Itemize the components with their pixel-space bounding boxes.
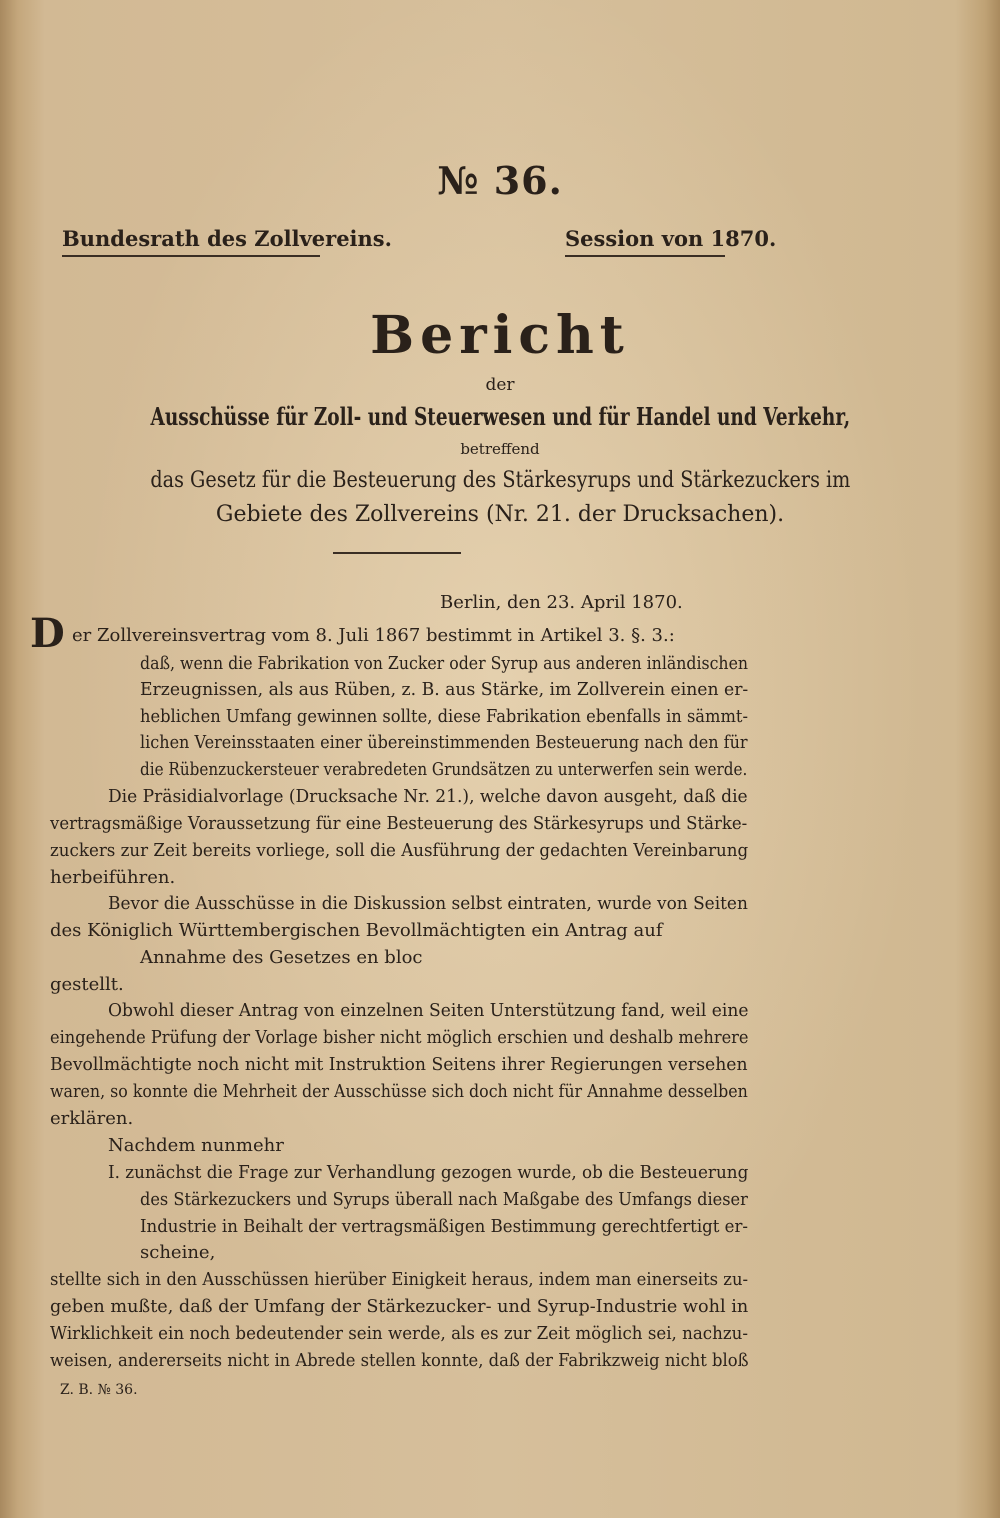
body-line: waren, so konnte die Mehrheit der Ausschüsse sich doch nicht für Annahme desselben [50,1081,748,1102]
body-line: weisen, andererseits nicht in Abrede stellen konnte, daß der Fabrikzweig nicht bloß [50,1350,749,1371]
body-line: heblichen Umfang gewinnen sollte, diese Fabrikation ebenfalls in sämmt- [140,706,748,727]
header-rule-left [62,255,320,257]
body-line: Industrie in Beihalt der vertragsmäßigen Bestimmung gerechtfertigt er- [140,1216,748,1237]
body-line: daß, wenn die Fabrikation von Zucker oder Syrup aus anderen inländischen [140,653,749,674]
header-session: Session von 1870. [565,226,777,251]
body-line: Bevor die Ausschüsse in die Diskussion selbst eintraten, wurde von Seiten [108,893,748,914]
report-title: Bericht [370,305,630,366]
document-number: № 36. [437,158,563,203]
body-line: lichen Vereinsstaaten einer übereinstimmenden Besteuerung nach den für [140,732,748,753]
header-publisher: Bundesrath des Zollvereins. [62,226,392,251]
body-line: des Stärkezuckers und Syrups überall nach Maßgabe des Umfangs dieser [140,1189,748,1210]
body-line: herbeiführen. [50,867,176,888]
title-der: der [485,375,515,395]
body-line: zuckers zur Zeit bereits vorliege, soll die Ausführung der gedachten Vereinbarung [50,840,749,861]
body-line: Obwohl dieser Antrag von einzelnen Seiten Unterstützung fand, weil eine [108,1000,749,1021]
body-line: Wirklichkeit ein noch bedeutender sein werde, als es zur Zeit möglich sei, nachzu- [50,1323,748,1344]
body-line: stellte sich in den Ausschüssen hierüber Einigkeit heraus, indem man einerseits zu- [50,1269,749,1290]
title-betreffend: betreffend [460,440,540,458]
dateline: Berlin, den 23. April 1870. [440,592,683,613]
body-line: des Königlich Württembergischen Bevollmächtigten ein Antrag auf [50,920,663,941]
footer-signature: Z. B. № 36. [60,1382,138,1398]
title-subject-line-2: Gebiete des Zollvereins (Nr. 21. der Drucksachen). [215,502,785,527]
title-divider [333,552,461,554]
body-line: gestellt. [50,974,124,995]
body-line: erklären. [50,1108,134,1129]
body-line: Bevollmächtigte noch nicht mit Instruktion Seitens ihrer Regierungen versehen [50,1054,748,1075]
body-line: vertragsmäßige Voraussetzung für eine Besteuerung des Stärkesyrups und Stärke- [50,813,748,834]
body-line: er Zollvereinsvertrag vom 8. Juli 1867 bestimmt in Artikel 3. §. 3.: [72,625,675,646]
body-line: geben mußte, daß der Umfang der Stärkezucker- und Syrup-Industrie wohl in [50,1296,749,1317]
body-line: eingehende Prüfung der Vorlage bisher nicht möglich erschien und deshalb mehrere [50,1027,749,1048]
drop-cap: D [30,610,65,657]
header-rule-right [565,255,725,257]
body-line: I. zunächst die Frage zur Verhandlung gezogen wurde, ob die Besteuerung [108,1162,749,1183]
body-line: scheine, [140,1242,216,1263]
body-line: die Rübenzuckersteuer verabredeten Grundsätzen zu unterwerfen sein werde. [140,759,748,780]
title-committees: Ausschüsse für Zoll- und Steuerwesen und für Handel und Verkehr, [150,402,850,431]
body-line: Erzeugnissen, als aus Rüben, z. B. aus Stärke, im Zollverein einen er- [140,679,749,700]
body-line: Die Präsidialvorlage (Drucksache Nr. 21.), welche davon ausgeht, daß die [108,786,748,807]
body-line: Annahme des Gesetzes en bloc [140,947,423,968]
body-line: Nachdem nunmehr [108,1135,284,1156]
title-subject-line-1: das Gesetz für die Besteuerung des Stärkesyrups und Stärkezuckers im [150,468,850,493]
